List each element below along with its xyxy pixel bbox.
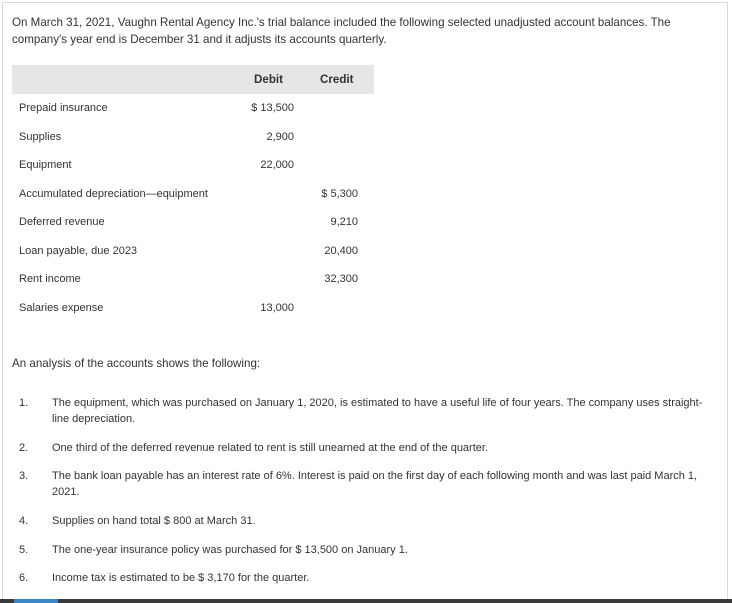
item-number: 5.: [19, 544, 29, 556]
item-text: The bank loan payable has an interest rate of 6%. Interest is paid on the first day of each following month and was last paid March 1, 2021.: [52, 470, 698, 498]
account-label: Loan payable, due 2023: [19, 245, 138, 257]
intro-paragraph: On March 31, 2021, Vaughn Rental Agency Inc.'s trial balance included the following selected unadjusted account balances. The company's year end is December 31 and it adjusts its accounts quarterly.: [12, 16, 671, 46]
account-label: Equipment: [19, 159, 72, 171]
item-number: 3.: [19, 470, 29, 482]
item-number: 6.: [19, 572, 29, 584]
debit-amount: 13,000: [260, 302, 294, 314]
debit-amount: $ 13,500: [251, 102, 294, 114]
credit-column-header: Credit: [320, 73, 354, 86]
item-text: One third of the deferred revenue related to rent is still unearned at the end of the quarter.: [52, 442, 488, 454]
bottom-border: [0, 599, 732, 603]
item-text: The equipment, which was purchased on January 1, 2020, is estimated to have a useful life of four years. The company uses straight-line depreciation.: [52, 397, 703, 425]
item-text: Income tax is estimated to be $ 3,170 for the quarter.: [52, 572, 310, 584]
debit-amount: 22,000: [260, 159, 294, 171]
account-label: Prepaid insurance: [19, 102, 108, 114]
credit-amount: 20,400: [324, 245, 358, 257]
item-number: 2.: [19, 442, 29, 454]
account-label: Accumulated depreciation—equipment: [19, 188, 208, 200]
debit-amount: 2,900: [266, 131, 294, 143]
item-number: 1.: [19, 397, 29, 409]
item-number: 4.: [19, 515, 29, 527]
account-label: Deferred revenue: [19, 216, 105, 228]
analysis-heading: An analysis of the accounts shows the following:: [12, 357, 261, 370]
credit-amount: 9,210: [330, 216, 358, 228]
item-text: Supplies on hand total $ 800 at March 31.: [52, 515, 256, 527]
account-label: Rent income: [19, 273, 81, 285]
debit-column-header: Debit: [254, 73, 283, 86]
credit-amount: $ 5,300: [321, 188, 358, 200]
bottom-accent: [14, 599, 58, 603]
item-text: The one-year insurance policy was purchased for $ 13,500 on January 1.: [52, 544, 408, 556]
account-label: Supplies: [19, 131, 62, 143]
account-label: Salaries expense: [19, 302, 104, 314]
credit-amount: 32,300: [324, 273, 358, 285]
